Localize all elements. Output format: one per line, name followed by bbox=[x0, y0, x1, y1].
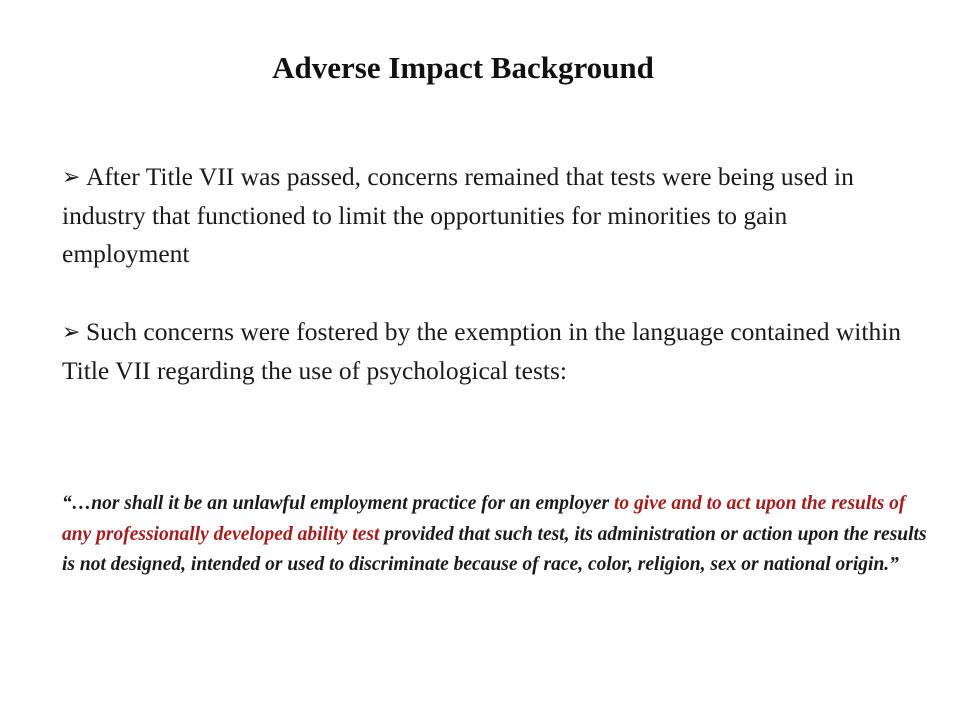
arrow-bullet-icon: ➢ bbox=[62, 164, 81, 189]
quote-text: provided that such test, its administration or action upon the results is not designed, intended or used to discriminate because of race, color, religion, sex or national origin.” bbox=[62, 523, 927, 575]
quote-text: “…nor shall it be an unlawful employment practice for an employer bbox=[62, 493, 614, 514]
legal-quote bbox=[62, 489, 932, 581]
bullet-point bbox=[62, 313, 912, 390]
slide-title: Adverse Impact Background bbox=[272, 50, 654, 85]
bullet-point bbox=[62, 158, 912, 274]
arrow-bullet-icon: ➢ bbox=[62, 319, 81, 344]
bullet-text: Such concerns were fostered by the exemption in the language contained within Title VII regarding the use of psychological tests: bbox=[62, 317, 902, 385]
bullet-text: After Title VII was passed, concerns remained that tests were being used in industry that functioned to limit the opportunities for minorities to gain employment bbox=[62, 162, 854, 268]
quote-highlight: to give and to act upon the results of any professionally developed ability test bbox=[62, 493, 906, 545]
